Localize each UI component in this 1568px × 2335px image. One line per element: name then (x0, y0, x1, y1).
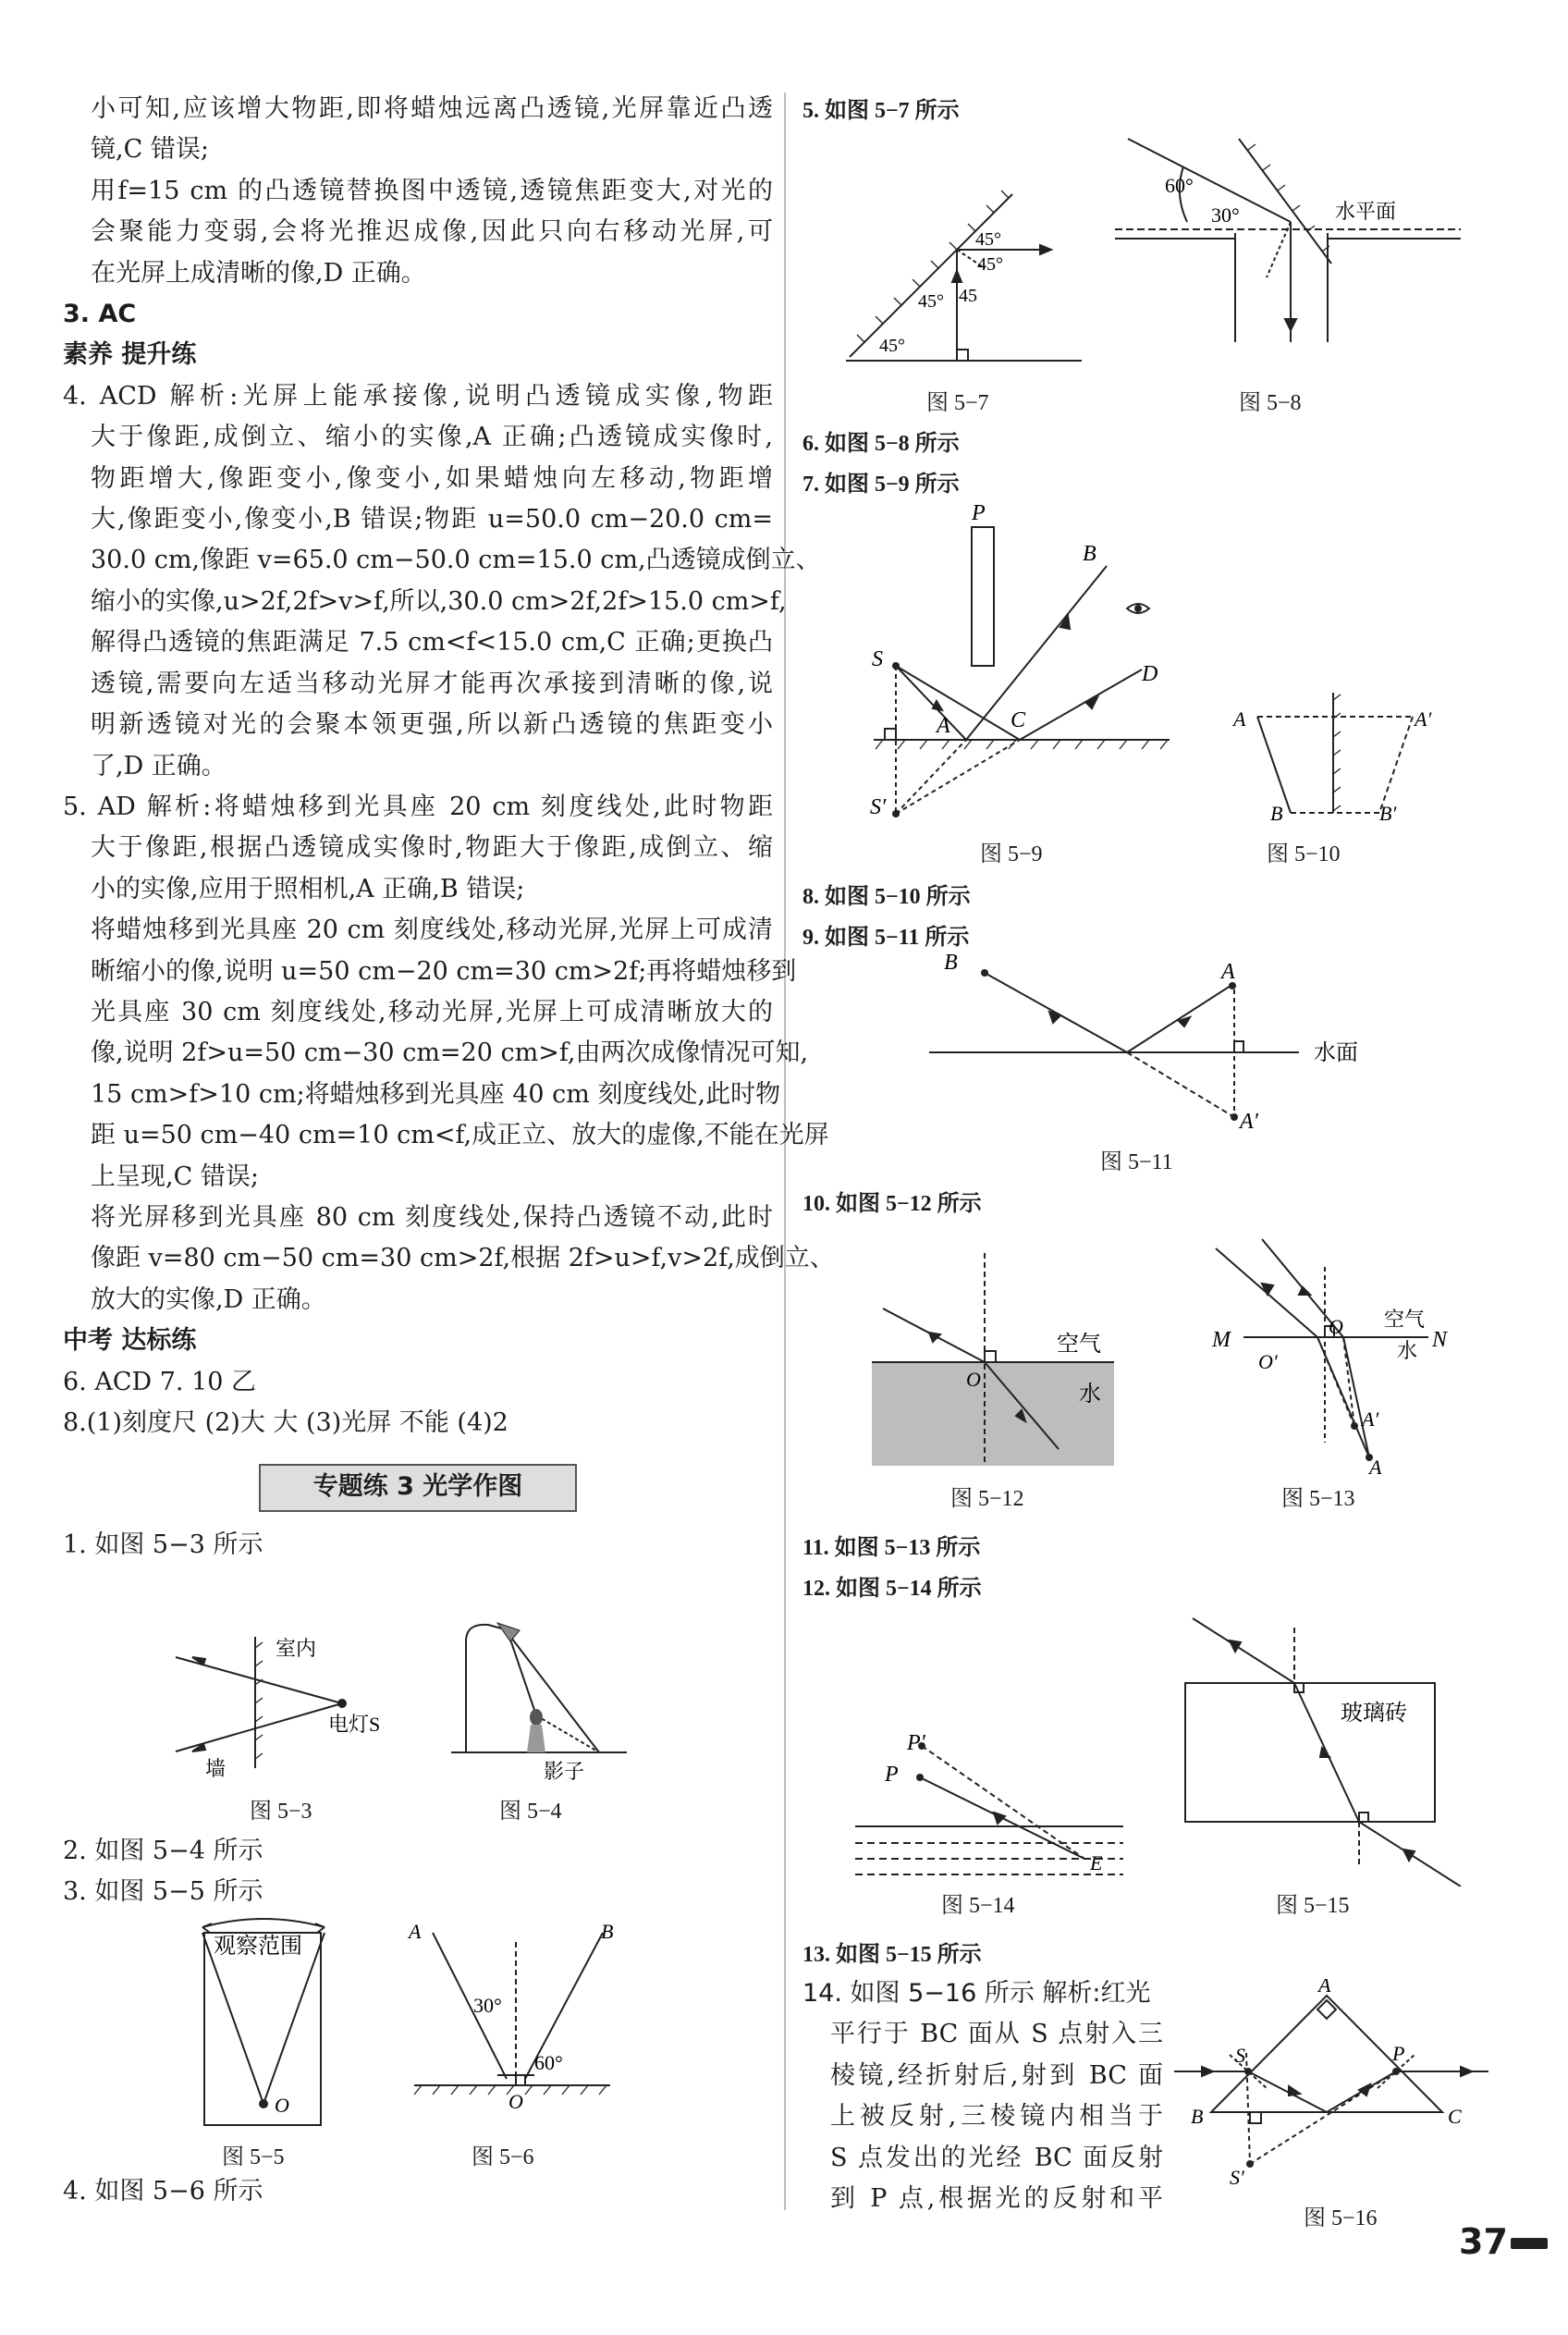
figure-5-3 (166, 1629, 425, 1777)
label-45: 45° (975, 229, 1001, 250)
caption-5-9: 图 5−9 (980, 842, 1043, 866)
label-A-prime: A′ (1362, 1407, 1379, 1431)
page-number: 37 (1459, 2221, 1508, 2262)
label-B: B (944, 952, 958, 975)
text-line: 晰缩小的像,说明 u=50 cm−20 cm=30 cm>2f;再将蜡烛移到 (91, 956, 797, 986)
text-line: 将光屏移到光具座 80 cm 刻度线处,保持凸透镜不动,此时 (91, 1202, 773, 1232)
answer-8: 8.(1)刻度尺 (2)大 大 (3)光屏 不能 (4)2 (63, 1408, 508, 1437)
caption-5-6: 图 5−6 (472, 2145, 534, 2169)
label-E: E (1090, 1851, 1103, 1874)
answer-r6: 6. 如图 5−8 所示 (802, 432, 960, 456)
label-A: A (1221, 960, 1235, 984)
label-B-prime: B′ (1379, 802, 1397, 825)
label-S-prime: S′ (870, 795, 887, 819)
label-water-surface: 水面 (1314, 1041, 1358, 1065)
text-line: 物距增大,像距变小,像变小,如果蜡烛向左移动,物距增 (91, 463, 773, 493)
text-line: 平行于 BC 面从 S 点射入三 (830, 2020, 1163, 2049)
caption-5-12: 图 5−12 (950, 1487, 1024, 1511)
text-line: 在光屏上成清晰的像,D 正确。 (91, 258, 426, 288)
text-line: 小的实像,应用于照相机,A 正确,B 错误; (91, 874, 525, 903)
label-45: 45° (977, 254, 1003, 275)
label-A: A (1233, 707, 1246, 731)
label-30: 30° (1211, 203, 1240, 227)
text-line: 30.0 cm,像距 v=65.0 cm−50.0 cm=15.0 cm,凸透镜成倒立、 (91, 546, 821, 575)
text-line: 会聚能力变弱,会将光推迟成像,因此只向右移动光屏,可 (91, 217, 773, 247)
caption-5-3: 图 5−3 (250, 1800, 312, 1824)
label-wall: 墙 (205, 1757, 227, 1777)
label-C: C (1011, 708, 1026, 732)
figure-5-14 (846, 1720, 1142, 1877)
topic-answer-2: 2. 如图 5−4 所示 (63, 1837, 263, 1865)
text-line: 透镜,需要向左适当移动光屏才能再次承接到清晰的像,说 (91, 669, 773, 698)
label-O: O (275, 2094, 289, 2117)
label-60: 60° (1165, 174, 1194, 197)
answer-r7: 7. 如图 5−9 所示 (802, 473, 960, 497)
label-A-prime: A′ (1240, 1110, 1258, 1134)
text-line: 像距 v=80 cm−50 cm=30 cm>2f,根据 2f>u>f,v>2f,成倒立、 (91, 1244, 835, 1273)
figure-5-8 (1109, 129, 1461, 375)
caption-5-15: 图 5−15 (1276, 1894, 1350, 1918)
label-lamp: 电灯S (328, 1713, 381, 1736)
label-air: 空气 (1057, 1333, 1101, 1357)
text-line: 像,说明 2f>u=50 cm−30 cm=20 cm>f,由两次成像情况可知, (91, 1038, 809, 1068)
label-A: A (1369, 1456, 1382, 1475)
label-S: S (872, 647, 883, 671)
text-line: 上被反射,三棱镜内相当于 (830, 2102, 1163, 2132)
answer-r11: 11. 如图 5−13 所示 (802, 1536, 981, 1560)
caption-5-7: 图 5−7 (926, 391, 989, 415)
label-range: 观察范围 (214, 1935, 302, 1959)
text-line: 上呈现,C 错误; (91, 1161, 259, 1191)
figure-5-16 (1174, 1979, 1507, 2192)
answer-r14: 14. 如图 5−16 所示 解析:红光 (802, 1979, 1151, 2008)
label-45: 45 (959, 286, 977, 306)
text-line: 棱镜,经折射后,射到 BC 面 (830, 2060, 1163, 2090)
label-B: B (1270, 802, 1283, 825)
label-P: P (885, 1763, 899, 1787)
caption-5-14: 图 5−14 (941, 1894, 1015, 1918)
label-air: 空气 (1384, 1308, 1426, 1331)
text-line: 到 P 点,根据光的反射和平 (830, 2184, 1163, 2214)
text-line: 镜,C 错误; (91, 135, 209, 165)
label-60: 60° (534, 2051, 563, 2074)
caption-5-11: 图 5−11 (1100, 1150, 1173, 1174)
caption-5-10: 图 5−10 (1267, 842, 1341, 866)
answer-4: 4. ACD 解析:光屏上能承接像,说明凸透镜成实像,物距 (63, 381, 773, 411)
figure-5-10 (1230, 689, 1452, 828)
answer-5: 5. AD 解析:将蜡烛移到光具座 20 cm 刻度线处,此时物距 (63, 792, 773, 821)
answer-6-7: 6. ACD 7. 10 乙 (63, 1367, 257, 1396)
answer-r12: 12. 如图 5−14 所示 (802, 1577, 982, 1601)
topic-answer-1: 1. 如图 5−3 所示 (63, 1530, 263, 1560)
label-A: A (1318, 1979, 1331, 1997)
label-shadow: 影子 (544, 1760, 585, 1780)
figure-5-7 (837, 129, 1086, 375)
text-line: 小可知,应该增大物距,即将蜡烛远离凸透镜,光屏靠近凸透 (91, 94, 773, 123)
label-room: 室内 (276, 1637, 317, 1660)
label-water-level: 水平面 (1335, 200, 1397, 223)
label-water: 水 (1397, 1339, 1418, 1362)
label-glass: 玻璃砖 (1341, 1702, 1407, 1726)
text-line: 明新透镜对光的会聚本领更强,所以新凸透镜的焦距变小 (91, 710, 773, 740)
topic-answer-3: 3. 如图 5−5 所示 (63, 1877, 263, 1907)
caption-5-13: 图 5−13 (1281, 1487, 1355, 1511)
label-P: P (972, 501, 986, 525)
label-D: D (1142, 662, 1158, 686)
label-30: 30° (473, 1994, 502, 2017)
section-heading: 中考 达标练 (63, 1326, 197, 1356)
label-A: A (937, 714, 950, 738)
label-A: A (409, 1923, 422, 1943)
label-O-prime: O′ (1258, 1350, 1278, 1373)
page-number-bar (1511, 2238, 1548, 2249)
text-line: S 点发出的光经 BC 面反射 (830, 2143, 1163, 2172)
figure-5-9 (864, 499, 1179, 832)
label-S-prime: S′ (1230, 2166, 1244, 2189)
label-water: 水 (1079, 1383, 1101, 1407)
label-45: 45° (918, 291, 944, 312)
topic-answer-4: 4. 如图 5−6 所示 (63, 2177, 263, 2206)
label-M: M (1212, 1328, 1231, 1352)
answer-r10: 10. 如图 5−12 所示 (802, 1192, 982, 1216)
text-line: 光具座 30 cm 刻度线处,移动光屏,光屏上可成清晰放大的 (91, 997, 773, 1026)
label-P: P (1392, 2042, 1405, 2065)
label-O: O (508, 2090, 523, 2108)
label-B: B (601, 1923, 614, 1943)
text-line: 大,像距变小,像变小,B 错误;物距 u=50.0 cm−20.0 cm= (91, 505, 773, 535)
text-line: 15 cm>f>10 cm;将蜡烛移到光具座 40 cm 刻度线处,此时物 (91, 1079, 781, 1109)
label-B: B (1083, 542, 1096, 566)
label-B: B (1191, 2105, 1204, 2128)
answer-r8: 8. 如图 5−10 所示 (802, 885, 971, 909)
text-line: 放大的实像,D 正确。 (91, 1284, 326, 1314)
figure-5-12 (864, 1253, 1123, 1475)
label-A-prime: A′ (1415, 707, 1432, 731)
topic-banner: 专题练 3 光学作图 (259, 1464, 577, 1512)
text-line: 解得凸透镜的焦距满足 7.5 cm<f<15.0 cm,C 正确;更换凸 (91, 628, 773, 657)
section-heading: 素养 提升练 (63, 340, 197, 370)
caption-5-8: 图 5−8 (1239, 391, 1302, 415)
text-line: 距 u=50 cm−40 cm=10 cm<f,成正立、放大的虚像,不能在光屏 (91, 1121, 829, 1150)
label-P-prime: P′ (907, 1731, 925, 1755)
caption-5-4: 图 5−4 (499, 1800, 562, 1824)
text-line: 了,D 正确。 (91, 751, 227, 780)
text-line: 用f=15 cm 的凸透镜替换图中透镜,透镜焦距变大,对光的 (91, 176, 773, 205)
text-line: 将蜡烛移到光具座 20 cm 刻度线处,移动光屏,光屏上可成清 (91, 916, 773, 945)
label-S: S (1235, 2044, 1245, 2067)
label-N: N (1432, 1328, 1448, 1352)
answer-r13: 13. 如图 5−15 所示 (802, 1943, 982, 1967)
figure-5-15 (1174, 1609, 1470, 1886)
label-C: C (1448, 2105, 1462, 2128)
figure-5-13 (1207, 1230, 1465, 1475)
label-O: O (1329, 1315, 1343, 1338)
answer-r5: 5. 如图 5−7 所示 (802, 99, 960, 123)
figure-5-4 (451, 1614, 636, 1780)
caption-5-16: 图 5−16 (1304, 2206, 1378, 2231)
answer-r9: 9. 如图 5−11 所示 (802, 926, 970, 950)
label-O: O (966, 1368, 981, 1391)
figure-5-6 (407, 1923, 629, 2108)
left-column (63, 89, 835, 1567)
text-line: 大于像距,根据凸透镜成实像时,物距大于像距,成倒立、缩 (91, 833, 773, 863)
answer-3: 3. AC (63, 300, 137, 329)
text-line: 大于像距,成倒立、缩小的实像,A 正确;凸透镜成实像时, (91, 423, 773, 452)
caption-5-5: 图 5−5 (222, 2145, 285, 2169)
figure-5-11 (929, 952, 1410, 1137)
figure-5-5 (190, 1914, 337, 2136)
text-line: 缩小的实像,u>2f,2f>v>f,所以,30.0 cm>2f,2f>15.0 cm>f, (91, 586, 787, 616)
label-45: 45° (879, 336, 905, 356)
